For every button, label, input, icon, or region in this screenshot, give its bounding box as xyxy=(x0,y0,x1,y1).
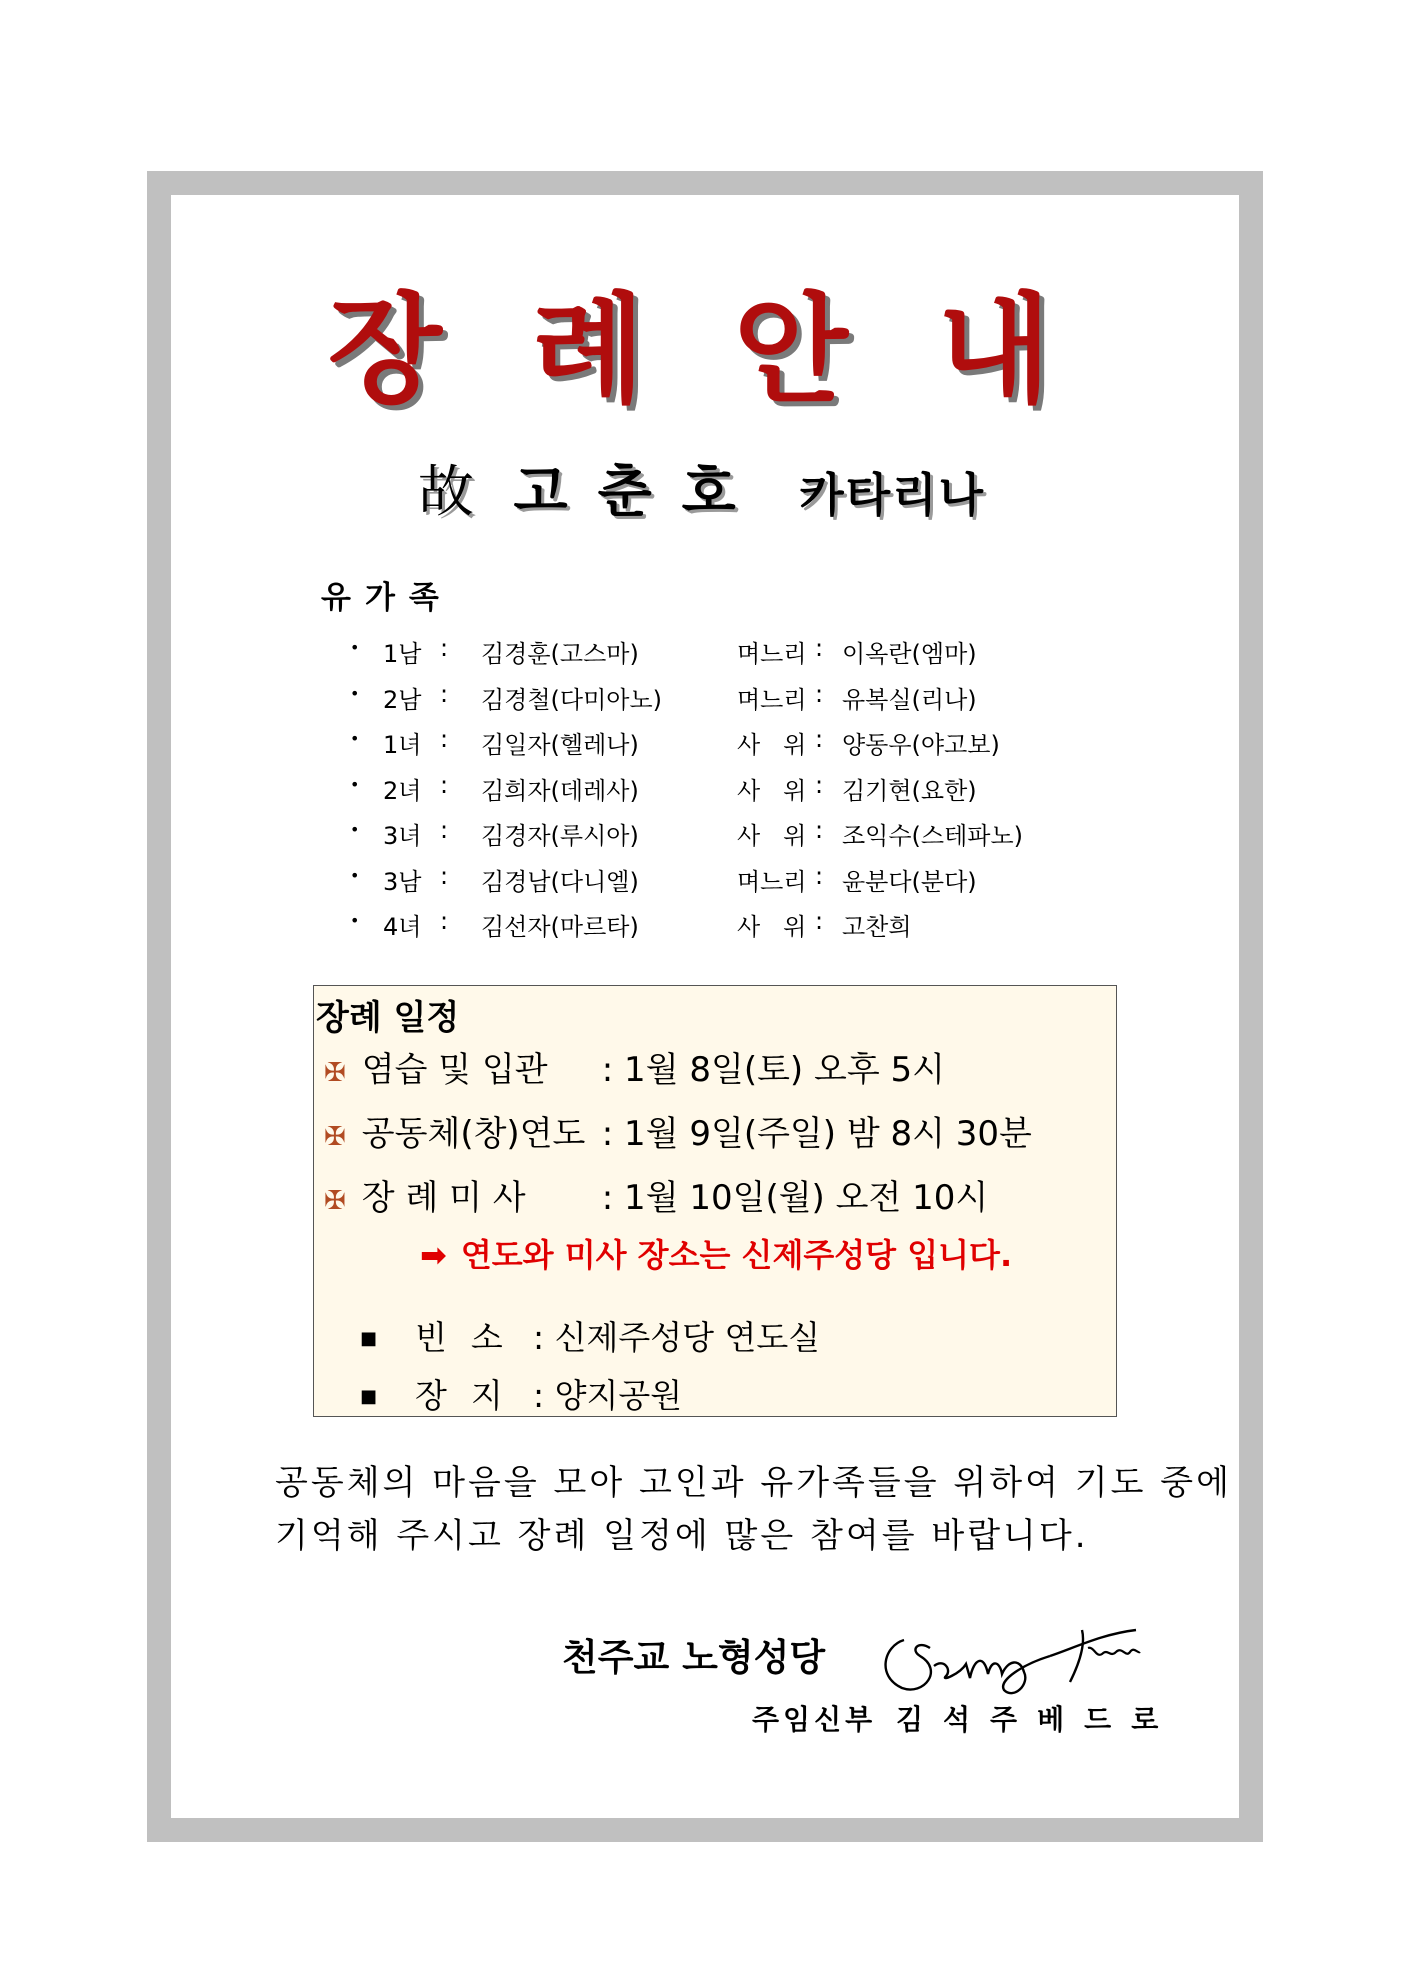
colon: : xyxy=(440,861,449,890)
family-row xyxy=(350,907,1150,947)
family-member-name: 김경훈(고스마) xyxy=(481,640,639,668)
priest-signature xyxy=(874,1618,1144,1708)
in-law-name: 고찬희 xyxy=(842,913,912,941)
family-member-name: 김희자(데레사) xyxy=(481,776,639,805)
colon: : xyxy=(815,725,824,753)
colon: : xyxy=(815,907,824,935)
in-law-name: 윤분다(분다) xyxy=(842,867,977,896)
square-bullet-icon: ■ xyxy=(360,1386,378,1407)
family-relation: 3녀 xyxy=(383,822,422,850)
schedule-item-label: 장 례 미 사 xyxy=(361,1178,526,1218)
right-arrow-icon: ➡ xyxy=(420,1236,447,1274)
deceased-name: 고춘호 xyxy=(513,460,766,525)
schedule-heading: 장례 일정 xyxy=(316,998,460,1038)
place-item xyxy=(360,1370,682,1417)
dot-icon: • xyxy=(350,638,360,657)
family-relation: 4녀 xyxy=(383,913,422,941)
priest-role: 주임신부 xyxy=(752,1703,877,1736)
schedule-item xyxy=(324,1042,945,1091)
colon: : xyxy=(440,816,449,844)
maltese-cross-icon: ✠ xyxy=(324,1186,346,1216)
in-law-relation: 며느리 xyxy=(737,867,807,896)
in-law-relation: 사 위 xyxy=(737,822,807,850)
dot-icon: • xyxy=(350,683,360,703)
family-relation: 2남 xyxy=(383,685,422,714)
family-row xyxy=(350,634,1150,674)
dot-icon: • xyxy=(350,729,360,748)
closing-text-line-2: 기억해 주시고 장례 일정에 많은 참여를 바랍니다. xyxy=(275,1516,1089,1556)
dot-icon: • xyxy=(350,820,360,839)
colon: : xyxy=(440,634,449,662)
family-heading: 유가족 xyxy=(321,580,453,616)
family-row xyxy=(350,680,1150,720)
maltese-cross-icon: ✠ xyxy=(324,1122,346,1152)
family-row xyxy=(350,771,1150,811)
dot-icon: • xyxy=(350,911,360,930)
square-bullet-icon: ■ xyxy=(360,1328,378,1349)
family-member-name: 김선자(마르타) xyxy=(481,913,639,941)
in-law-relation: 며느리 xyxy=(737,640,807,668)
family-row xyxy=(350,725,1150,765)
schedule-item-value: : 1월 10일(월) 오전 10시 xyxy=(601,1178,989,1218)
colon: : xyxy=(815,679,824,708)
family-relation: 3남 xyxy=(383,867,422,896)
family-row xyxy=(350,862,1150,902)
family-relation: 2녀 xyxy=(383,776,422,805)
family-member-name: 김경남(다니엘) xyxy=(481,867,639,896)
location-note xyxy=(420,1230,1012,1276)
schedule-item-value: : 1월 8일(토) 오후 5시 xyxy=(601,1050,945,1090)
place-label: 빈소 xyxy=(415,1318,527,1357)
priest-line xyxy=(752,1698,1178,1738)
in-law-name: 이옥란(엠마) xyxy=(842,640,977,668)
schedule-item xyxy=(324,1170,988,1219)
family-relation: 1남 xyxy=(383,640,422,668)
family-member-name: 김경철(다미아노) xyxy=(481,685,663,714)
deceased-baptismal-name: 카타리나 xyxy=(799,468,986,522)
deceased-line xyxy=(0,448,1403,528)
dot-icon: • xyxy=(350,774,360,794)
church-name: 천주교 노형성당 xyxy=(562,1636,826,1679)
schedule-item-value: : 1월 9일(주일) 밤 8시 30분 xyxy=(601,1114,1032,1154)
notice-title: 장 례 안 내 xyxy=(327,281,1076,419)
in-law-name: 조익수(스테파노) xyxy=(842,822,1024,850)
colon: : xyxy=(440,725,449,753)
deceased-prefix: 故 xyxy=(417,460,474,525)
colon: : xyxy=(815,770,824,799)
colon: : xyxy=(815,634,824,662)
in-law-relation: 며느리 xyxy=(737,685,807,714)
schedule-item-label: 염습 및 입관 xyxy=(361,1050,548,1090)
in-law-relation: 사 위 xyxy=(737,913,807,941)
in-law-name: 유복실(리나) xyxy=(842,685,977,714)
schedule-item-label: 공동체(창)연도 xyxy=(361,1114,586,1154)
family-relation: 1녀 xyxy=(383,731,422,759)
colon: : xyxy=(815,861,824,890)
colon: : xyxy=(440,770,449,799)
priest-name: 김석주베드로 xyxy=(895,1703,1179,1736)
location-note-text: 연도와 미사 장소는 신제주성당 입니다. xyxy=(460,1236,1013,1274)
schedule-item xyxy=(324,1106,1032,1155)
colon: : xyxy=(815,816,824,844)
in-law-name: 김기현(요한) xyxy=(842,776,977,805)
colon: : xyxy=(440,679,449,708)
place-value: : 양지공원 xyxy=(533,1376,683,1415)
place-label: 장지 xyxy=(415,1376,527,1415)
family-member-name: 김일자(헬레나) xyxy=(481,731,639,759)
dot-icon: • xyxy=(350,865,360,885)
family-member-name: 김경자(루시아) xyxy=(481,822,639,850)
in-law-relation: 사 위 xyxy=(737,776,807,805)
place-item xyxy=(360,1312,820,1359)
family-row xyxy=(350,816,1150,856)
closing-text-line-1: 공동체의 마음을 모아 고인과 유가족들을 위하여 기도 중에 xyxy=(275,1463,1232,1503)
in-law-relation: 사 위 xyxy=(737,731,807,759)
maltese-cross-icon: ✠ xyxy=(324,1058,346,1088)
in-law-name: 양동우(야고보) xyxy=(842,731,1000,759)
place-value: : 신제주성당 연도실 xyxy=(533,1318,821,1357)
colon: : xyxy=(440,907,449,935)
